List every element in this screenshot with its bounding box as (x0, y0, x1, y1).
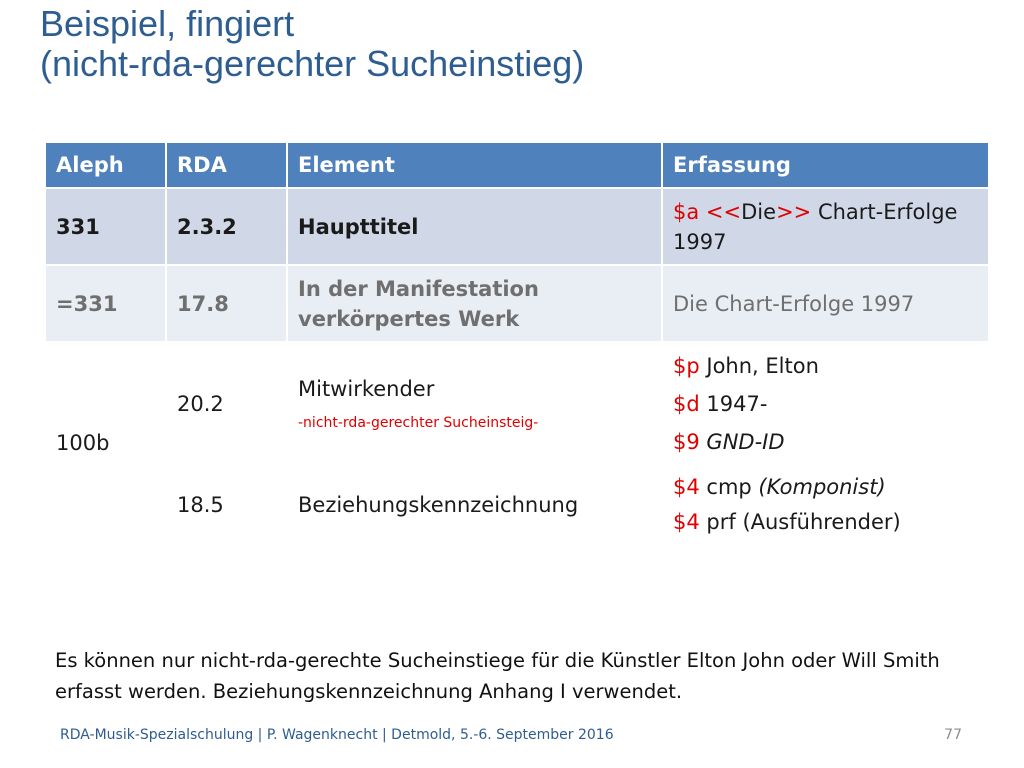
cell-element (287, 342, 662, 466)
explanatory-note: Es können nur nicht-rda-gerechte Sucheinstiege für die Künstler Elton John oder Will Smith erfasst werden. Beziehungskennzeichnung Anhang I verwendet. (55, 649, 940, 703)
cell-aleph: =331 (45, 265, 166, 342)
subfield-text: John, Elton (699, 354, 819, 378)
header-rda: RDA (166, 142, 287, 188)
subfield-code: $a (673, 199, 700, 224)
header-element: Element (287, 142, 662, 188)
footer-text: RDA-Musik-Spezialschulung | P. Wagenknecht | Detmold, 5.-6. September 2016 (60, 727, 614, 743)
marker-text: Die (741, 199, 777, 224)
cell-element: Haupttitel (287, 188, 662, 265)
subfield-4-cmp (673, 472, 978, 502)
subfield-code: $9 (673, 430, 700, 454)
subfield-text: prf (Ausführender) (699, 510, 901, 534)
header-erfassung: Erfassung (662, 142, 989, 188)
subfield-text: cmp (699, 475, 759, 499)
subfield-code: $p (673, 354, 700, 378)
subfield-code: $d (673, 392, 700, 416)
header-aleph: Aleph (45, 142, 166, 188)
cell-rda: 18.5 (166, 466, 287, 543)
marker-close: >> (776, 199, 812, 224)
element-text: Mitwirkender (298, 377, 435, 401)
table-row (45, 342, 989, 466)
cell-erfassung (662, 466, 989, 543)
subfield-code: $4 (673, 475, 700, 499)
element-text: In der Manifestation verkörpertes Werk (298, 276, 539, 331)
cell-rda: 2.3.2 (166, 188, 287, 265)
subfield-9 (673, 427, 978, 457)
cell-erfassung: Die Chart-Erfolge 1997 (662, 265, 989, 342)
slide-title (40, 4, 1000, 84)
cell-erfassung (662, 188, 989, 265)
title-line-2: (nicht-rda-gerechter Sucheinstieg) (40, 43, 585, 84)
cell-rda: 20.2 (166, 342, 287, 466)
element-note: -nicht-rda-gerechter Sucheinsteig- (298, 415, 539, 431)
table-row (45, 265, 989, 342)
subfield-4-prf (673, 507, 978, 537)
erfassung-rest: Chart-Erfolge 1997 (673, 199, 958, 254)
table-header-row (45, 142, 989, 188)
cell-element (287, 265, 662, 342)
page-number: 77 (944, 727, 962, 743)
table-row (45, 188, 989, 265)
subfield-d (673, 389, 978, 419)
subfield-italic: (Komponist) (758, 475, 886, 499)
title-line-1: Beispiel, fingiert (40, 3, 295, 44)
cell-aleph: 331 (45, 188, 166, 265)
subfield-p (673, 351, 978, 381)
subfield-italic: GND-ID (706, 430, 785, 454)
table-row (45, 466, 989, 543)
subfield-code: $4 (673, 510, 700, 534)
cell-element: Beziehungskennzeichnung (287, 466, 662, 543)
marker-open: << (705, 199, 742, 224)
rda-mapping-table (44, 141, 990, 544)
subfield-text: 1947- (699, 392, 768, 416)
cell-erfassung (662, 342, 989, 466)
cell-rda: 17.8 (166, 265, 287, 342)
cell-aleph: 100b (45, 342, 166, 543)
